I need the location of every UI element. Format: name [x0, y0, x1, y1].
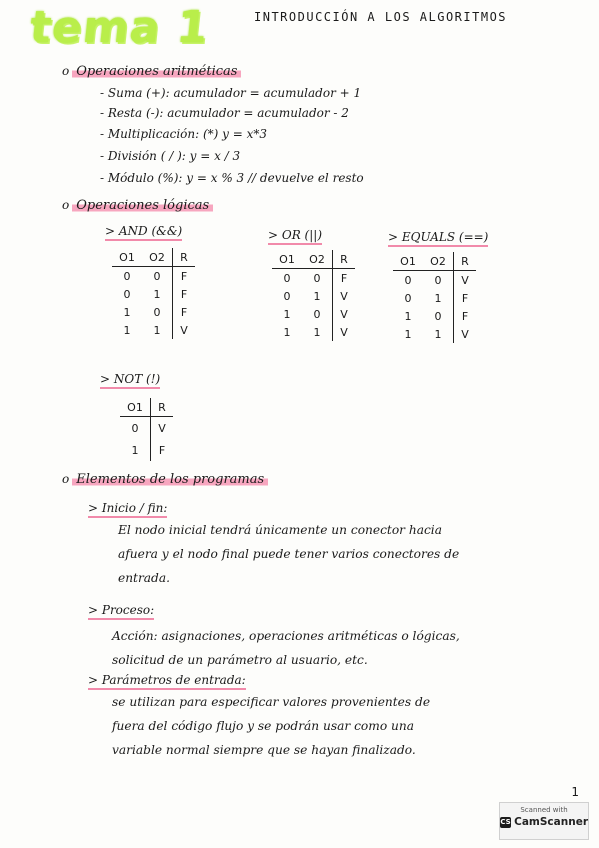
section-title-logic [60, 198, 219, 213]
section-title-elements-text: Elementos de los programas [72, 471, 268, 488]
arith-line-mult: - Multiplicación: (*) y = x*3 [100, 127, 268, 141]
section-title-logic-text: Operaciones lógicas [72, 197, 213, 214]
item-text-proceso: Acción: asignaciones, operaciones aritméticas o lógicas, solicitud de un parámetro al usuario, etc. [112, 629, 460, 667]
and-label: > AND (&&) [105, 224, 182, 238]
table-row: 1 0 V [272, 305, 355, 323]
item-text-inicio-fin: El nodo inicial tendrá únicamente un conector hacia afuera y el nodo final puede tener varios conectores de entrada. [118, 523, 460, 585]
equals-label: > EQUALS (==) [388, 230, 488, 244]
table-row: 0 1 V [272, 287, 355, 305]
bullet-icon: o [62, 472, 70, 486]
table-row: 1 0 F [112, 303, 195, 321]
table-row: 0 0 F [112, 267, 195, 286]
item-text-parametros: se utilizan para especificar valores provenientes de fuera del código flujo y se podrán usar como una variable normal siempre que se hayan finalizado. [112, 695, 431, 757]
table-row: 1 F [120, 439, 173, 461]
not-label: > NOT (!) [100, 372, 160, 386]
page-title: tema 1 [27, 2, 212, 53]
table-row: 0 0 F [272, 269, 355, 288]
bullet-icon: o [62, 64, 70, 78]
arith-line-suma: - Suma (+): acumulador = acumulador + 1 [100, 86, 362, 100]
table-row: 1 1 V [112, 321, 195, 339]
truth-table-not: O1 R 0 V 1 F [120, 398, 173, 461]
scanned-with-text: Scanned with [520, 806, 568, 814]
section-title-arith-text: Operaciones aritméticas [72, 63, 241, 80]
section-title-arith [60, 64, 247, 79]
arith-line-modulo: - Módulo (%): y = x % 3 // devuelve el resto [100, 171, 364, 185]
arith-line-div: - División ( / ): y = x / 3 [100, 149, 241, 163]
item-label-proceso: > Proceso: [88, 603, 154, 617]
item-label-parametros: > Parámetros de entrada: [88, 673, 246, 687]
table-row: 1 0 F [393, 307, 476, 325]
table-row: 0 V [120, 417, 173, 440]
table-row: 0 0 V [393, 271, 476, 290]
table-row: 1 1 V [272, 323, 355, 341]
table-row: 1 1 V [393, 325, 476, 343]
item-label-inicio-fin: > Inicio / fin: [88, 501, 167, 515]
camscanner-logo-icon: CS [500, 817, 511, 826]
camscanner-badge [499, 802, 589, 840]
section-title-elements [60, 472, 274, 487]
table-row: 0 1 F [112, 285, 195, 303]
table-row: 0 1 F [393, 289, 476, 307]
truth-table-or: O1 O2 R 0 0 F 0 1 V 1 0 V 1 1 V [272, 250, 355, 341]
or-label: > OR (||) [268, 228, 322, 242]
arith-line-resta: - Resta (-): acumulador = acumulador - 2 [100, 106, 349, 120]
page-subtitle: INTRODUCCIÓN A LOS ALGORITMOS [254, 10, 508, 24]
truth-table-and: O1 O2 R 0 0 F 0 1 F 1 0 F 1 1 V [112, 248, 195, 339]
camscanner-brand: CS CamScanner [500, 816, 588, 828]
truth-table-equals: O1 O2 R 0 0 V 0 1 F 1 0 F 1 1 V [393, 252, 476, 343]
page-number: 1 [571, 785, 579, 799]
bullet-icon: o [62, 198, 70, 212]
